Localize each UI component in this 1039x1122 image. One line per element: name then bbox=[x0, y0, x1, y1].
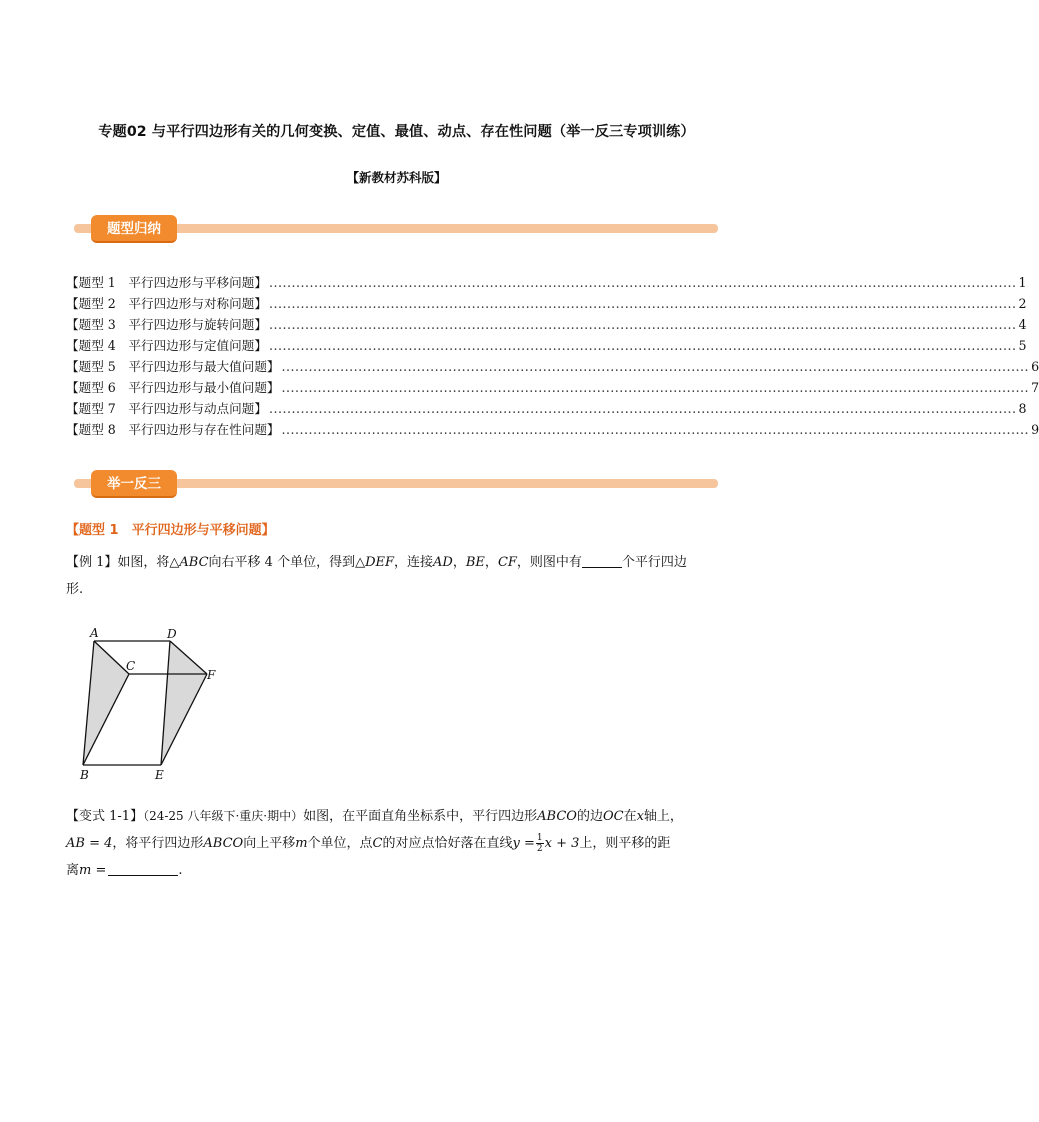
math: m = bbox=[79, 863, 107, 878]
label-a: A bbox=[90, 626, 99, 640]
toc-page: 4 bbox=[1018, 317, 1027, 332]
math: BE bbox=[465, 555, 485, 570]
toc-entry[interactable] bbox=[66, 335, 1027, 356]
label-e: E bbox=[155, 768, 164, 782]
toc-entry[interactable] bbox=[66, 356, 1039, 377]
text: ， bbox=[484, 555, 498, 570]
toc-entry[interactable] bbox=[66, 398, 1027, 419]
toc-leader: ...................................................................................................................................................................... bbox=[268, 275, 1017, 290]
practice-banner bbox=[74, 470, 718, 500]
table-of-contents bbox=[66, 272, 1039, 440]
math: x + 3 bbox=[544, 836, 580, 851]
edition-subtitle: 【新教材苏科版】 bbox=[346, 170, 447, 185]
toc-label: 【题型 6 平行四边形与最小值问题】 bbox=[66, 380, 280, 395]
text: 离 bbox=[66, 863, 80, 878]
example-tag: 【例 1】 bbox=[66, 555, 118, 570]
toc-page: 5 bbox=[1018, 338, 1027, 353]
toc-entry[interactable] bbox=[66, 272, 1027, 293]
toc-page: 6 bbox=[1031, 359, 1039, 374]
math: AD bbox=[433, 555, 453, 570]
text: . bbox=[178, 863, 183, 878]
toc-entry[interactable] bbox=[66, 419, 1039, 440]
math: C bbox=[372, 836, 383, 851]
toc-page: 7 bbox=[1031, 380, 1039, 395]
math: ABC bbox=[179, 555, 209, 570]
toc-entry[interactable] bbox=[66, 293, 1027, 314]
numerator: 1 bbox=[536, 833, 543, 843]
triangle-def-fill bbox=[161, 641, 207, 765]
text: 向右平移 4 个单位，得到△ bbox=[208, 555, 366, 570]
text: 的对应点恰好落在直线 bbox=[382, 836, 513, 851]
toc-label: 【题型 2 平行四边形与对称问题】 bbox=[66, 296, 267, 311]
text: 如图，将△ bbox=[117, 555, 180, 570]
toc-label: 【题型 4 平行四边形与定值问题】 bbox=[66, 338, 267, 353]
text: 在 bbox=[623, 809, 637, 824]
math: m bbox=[295, 836, 308, 851]
toc-entry[interactable] bbox=[66, 377, 1039, 398]
toc-page: 8 bbox=[1018, 401, 1027, 416]
toc-leader: ...................................................................................................................................................................... bbox=[281, 380, 1030, 395]
answer-blank[interactable] bbox=[108, 861, 178, 876]
math: ABCO bbox=[537, 809, 577, 824]
label-d: D bbox=[167, 627, 177, 641]
text: 如图，在平面直角坐标系中，平行四边形 bbox=[303, 809, 538, 824]
toc-label: 【题型 7 平行四边形与动点问题】 bbox=[66, 401, 267, 416]
math: AB = 4 bbox=[66, 836, 113, 851]
text: 轴上， bbox=[643, 809, 683, 824]
text: 向上平移 bbox=[243, 836, 296, 851]
label-c: C bbox=[126, 659, 136, 673]
text: 的边 bbox=[576, 809, 603, 824]
toc-label: 【题型 8 平行四边形与存在性问题】 bbox=[66, 422, 280, 437]
toc-leader: ...................................................................................................................................................................... bbox=[268, 296, 1017, 311]
section-heading: 【题型 1 平行四边形与平移问题】 bbox=[66, 523, 275, 538]
page-title: 专题02 与平行四边形有关的几何变换、定值、最值、动点、存在性问题（举一反三专项训练） bbox=[98, 124, 695, 140]
math: DEF bbox=[365, 555, 395, 570]
toc-label: 【题型 1 平行四边形与平移问题】 bbox=[66, 275, 267, 290]
triangle-abc-fill bbox=[83, 641, 129, 765]
toc-leader: ...................................................................................................................................................................... bbox=[268, 317, 1017, 332]
text: ， bbox=[452, 555, 466, 570]
answer-blank[interactable] bbox=[582, 553, 622, 568]
text: 上，则平移的距 bbox=[579, 836, 671, 851]
toc-label: 【题型 5 平行四边形与最大值问题】 bbox=[66, 359, 280, 374]
toc-page: 1 bbox=[1018, 275, 1027, 290]
practice-banner-label: 举一反三 bbox=[91, 470, 177, 498]
fraction bbox=[536, 833, 544, 854]
toc-page: 9 bbox=[1031, 422, 1039, 437]
denominator: 2 bbox=[536, 844, 543, 854]
toc-page: 2 bbox=[1018, 296, 1027, 311]
variant-1-1 bbox=[66, 803, 726, 884]
text: ，则图中有 bbox=[516, 555, 582, 570]
text: 个单位，点 bbox=[307, 836, 373, 851]
variant-source: （24-25 八年级下·重庆·期中） bbox=[143, 809, 304, 823]
math: y = bbox=[512, 836, 535, 851]
text: 形. bbox=[66, 582, 84, 597]
label-f: F bbox=[207, 668, 216, 682]
toc-label: 【题型 3 平行四边形与旋转问题】 bbox=[66, 317, 267, 332]
translation-figure bbox=[78, 624, 228, 784]
summary-banner-label: 题型归纳 bbox=[91, 215, 177, 243]
summary-banner bbox=[74, 215, 718, 245]
text: ，连接 bbox=[394, 555, 434, 570]
toc-leader: ...................................................................................................................................................................... bbox=[268, 401, 1017, 416]
variant-tag: 【变式 1-1】 bbox=[66, 809, 144, 824]
label-b: B bbox=[80, 768, 89, 782]
text: ，将平行四边形 bbox=[112, 836, 204, 851]
toc-entry[interactable] bbox=[66, 314, 1027, 335]
math: CF bbox=[497, 555, 517, 570]
toc-leader: ...................................................................................................................................................................... bbox=[281, 422, 1030, 437]
math: x bbox=[636, 809, 644, 824]
toc-leader: ...................................................................................................................................................................... bbox=[281, 359, 1030, 374]
math: ABCO bbox=[203, 836, 244, 851]
toc-leader: ...................................................................................................................................................................... bbox=[268, 338, 1017, 353]
example-1 bbox=[66, 549, 726, 603]
math: OC bbox=[602, 809, 624, 824]
text: 个平行四边 bbox=[621, 555, 687, 570]
